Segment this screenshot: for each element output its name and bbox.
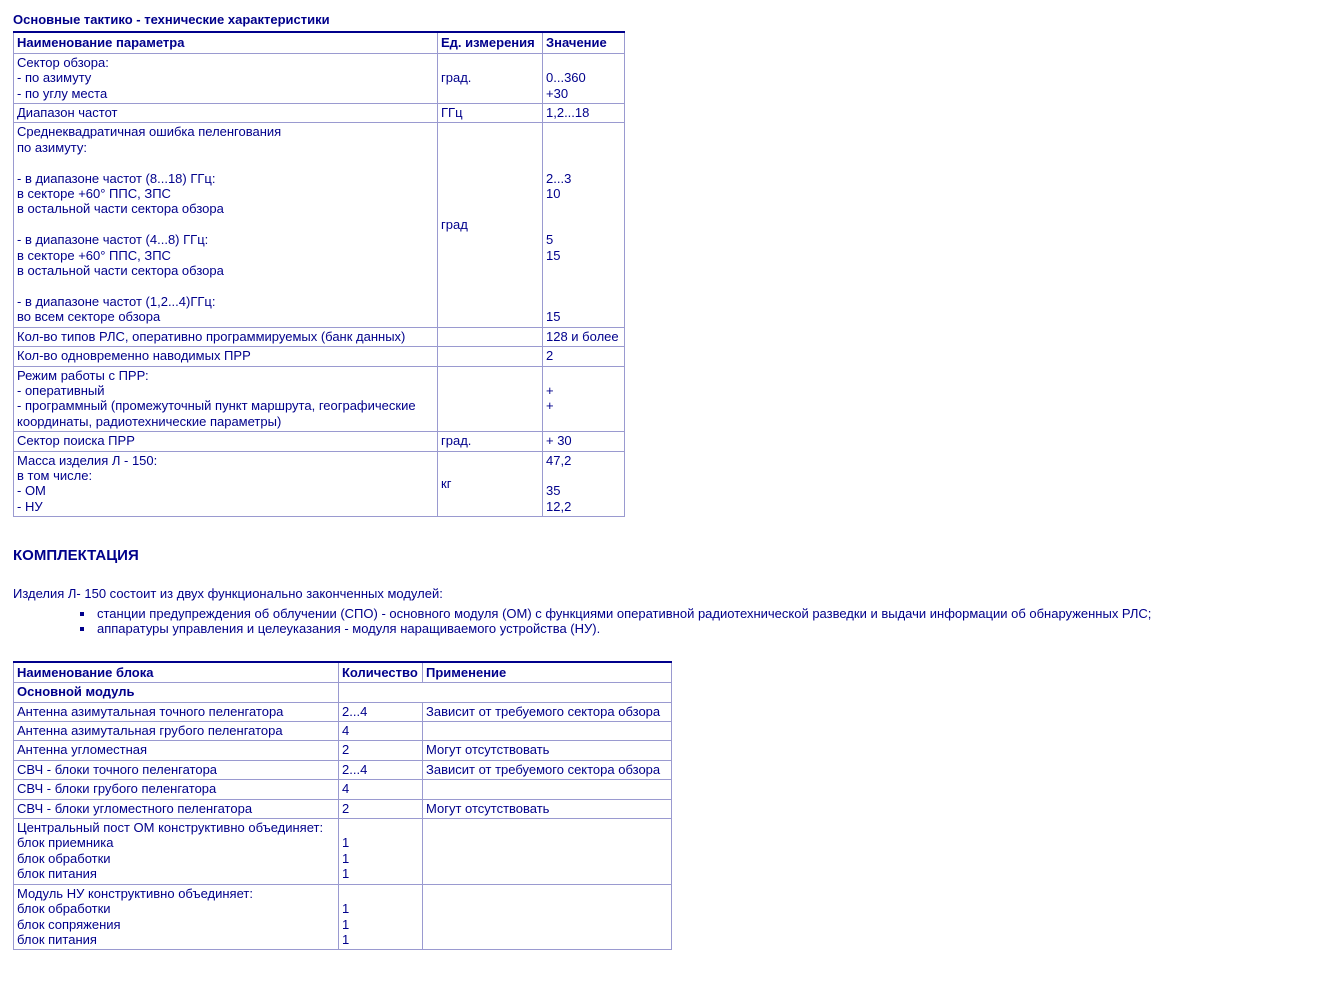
blocks-header-application: Применение <box>423 662 672 683</box>
spec-row <box>14 347 625 366</box>
block-name-cell: Модуль НУ конструктивно объединяет: блок обработки блок сопряжения блок питания <box>14 884 339 950</box>
quantity-cell: 2 <box>339 799 423 818</box>
value-cell: 2 <box>543 347 625 366</box>
spec-row <box>14 53 625 103</box>
unit-cell: кг <box>438 451 543 517</box>
param-name-cell: Диапазон частот <box>14 104 438 123</box>
blocks-header-name: Наименование блока <box>14 662 339 683</box>
param-name-cell: Среднеквадратичная ошибка пеленгования по азимуту: - в диапазоне частот (8...18) ГГц: в секторе +60° ППС, ЗПС в остальной части сектора обзора - в диапазоне частот (4...8) ГГц: в секторе +60° ППС, ЗПС в остальной части сектора обзора - в диапазоне частот (1,2...4)ГГц: во всем секторе обзора <box>14 123 438 327</box>
block-row <box>14 702 672 721</box>
intro-paragraph: Изделия Л- 150 состоит из двух функционально законченных модулей: <box>13 585 443 601</box>
page-title: Основные тактико - технические характеристики <box>13 12 330 27</box>
block-row <box>14 780 672 799</box>
block-name-cell: СВЧ - блоки точного пеленгатора <box>14 760 339 779</box>
block-row <box>14 799 672 818</box>
value-cell: 0...360 +30 <box>543 53 625 103</box>
specs-header-parameter: Наименование параметра <box>14 32 438 53</box>
value-cell: + 30 <box>543 432 625 451</box>
specs-header-unit: Ед. измерения <box>438 32 543 53</box>
unit-cell: ГГц <box>438 104 543 123</box>
blocks-header-row <box>14 662 672 683</box>
application-cell: Зависит от требуемого сектора обзора <box>423 760 672 779</box>
unit-cell <box>438 366 543 432</box>
block-row <box>14 884 672 950</box>
unit-cell: град. <box>438 432 543 451</box>
block-row <box>14 741 672 760</box>
block-name-cell: Антенна угломестная <box>14 741 339 760</box>
module-section-empty-cell <box>339 683 672 702</box>
module-section-cell: Основной модуль <box>14 683 339 702</box>
spec-row <box>14 104 625 123</box>
module-section-row <box>14 683 672 702</box>
spec-row <box>14 432 625 451</box>
application-cell <box>423 780 672 799</box>
value-cell: 2...3 10 5 15 15 <box>543 123 625 327</box>
specs-header-row <box>14 32 625 53</box>
bullet-item: ▪ аппаратуры управления и целеуказания - модуля наращиваемого устройства (НУ). <box>95 621 1339 636</box>
quantity-cell: 4 <box>339 722 423 741</box>
bullet-item: ▪ станции предупреждения об облучении (СПО) - основного модуля (ОМ) с функциями оперативной радиотехнической разведки и выдачи информации об обнаруженных РЛС; <box>95 606 1339 621</box>
application-cell: Могут отсутствовать <box>423 799 672 818</box>
value-cell: 128 и более <box>543 327 625 346</box>
block-name-cell: СВЧ - блоки грубого пеленгатора <box>14 780 339 799</box>
block-row <box>14 722 672 741</box>
spec-row <box>14 366 625 432</box>
quantity-cell: 1 1 1 <box>339 819 423 885</box>
block-name-cell: СВЧ - блоки угломестного пеленгатора <box>14 799 339 818</box>
section-heading-komplektacija: КОМПЛЕКТАЦИЯ <box>13 547 139 565</box>
param-name-cell: Кол-во одновременно наводимых ПРР <box>14 347 438 366</box>
quantity-cell: 2...4 <box>339 760 423 779</box>
value-cell: 47,2 35 12,2 <box>543 451 625 517</box>
blocks-table <box>13 661 672 951</box>
param-name-cell: Сектор обзора: - по азимуту - по углу места <box>14 53 438 103</box>
spec-row <box>14 327 625 346</box>
unit-cell: град. <box>438 53 543 103</box>
block-row <box>14 760 672 779</box>
application-cell: Могут отсутствовать <box>423 741 672 760</box>
application-cell: Зависит от требуемого сектора обзора <box>423 702 672 721</box>
quantity-cell: 1 1 1 <box>339 884 423 950</box>
spec-row <box>14 123 625 327</box>
unit-cell <box>438 327 543 346</box>
unit-cell: град <box>438 123 543 327</box>
quantity-cell: 4 <box>339 780 423 799</box>
modules-list <box>13 606 1339 637</box>
quantity-cell: 2 <box>339 741 423 760</box>
specs-table <box>13 31 625 517</box>
application-cell <box>423 884 672 950</box>
block-name-cell: Центральный пост ОМ конструктивно объединяет: блок приемника блок обработки блок питания <box>14 819 339 885</box>
spec-row <box>14 451 625 517</box>
application-cell <box>423 819 672 885</box>
blocks-header-quantity: Количество <box>339 662 423 683</box>
block-row <box>14 819 672 885</box>
param-name-cell: Масса изделия Л - 150: в том числе: - ОМ - НУ <box>14 451 438 517</box>
specs-header-value: Значение <box>543 32 625 53</box>
quantity-cell: 2...4 <box>339 702 423 721</box>
param-name-cell: Кол-во типов РЛС, оперативно программируемых (банк данных) <box>14 327 438 346</box>
value-cell: 1,2...18 <box>543 104 625 123</box>
block-name-cell: Антенна азимутальная точного пеленгатора <box>14 702 339 721</box>
application-cell <box>423 722 672 741</box>
unit-cell <box>438 347 543 366</box>
value-cell: + + <box>543 366 625 432</box>
param-name-cell: Сектор поиска ПРР <box>14 432 438 451</box>
param-name-cell: Режим работы с ПРР: - оперативный - программный (промежуточный пункт маршрута, географические координаты, радиотехнические параметры) <box>14 366 438 432</box>
block-name-cell: Антенна азимутальная грубого пеленгатора <box>14 722 339 741</box>
